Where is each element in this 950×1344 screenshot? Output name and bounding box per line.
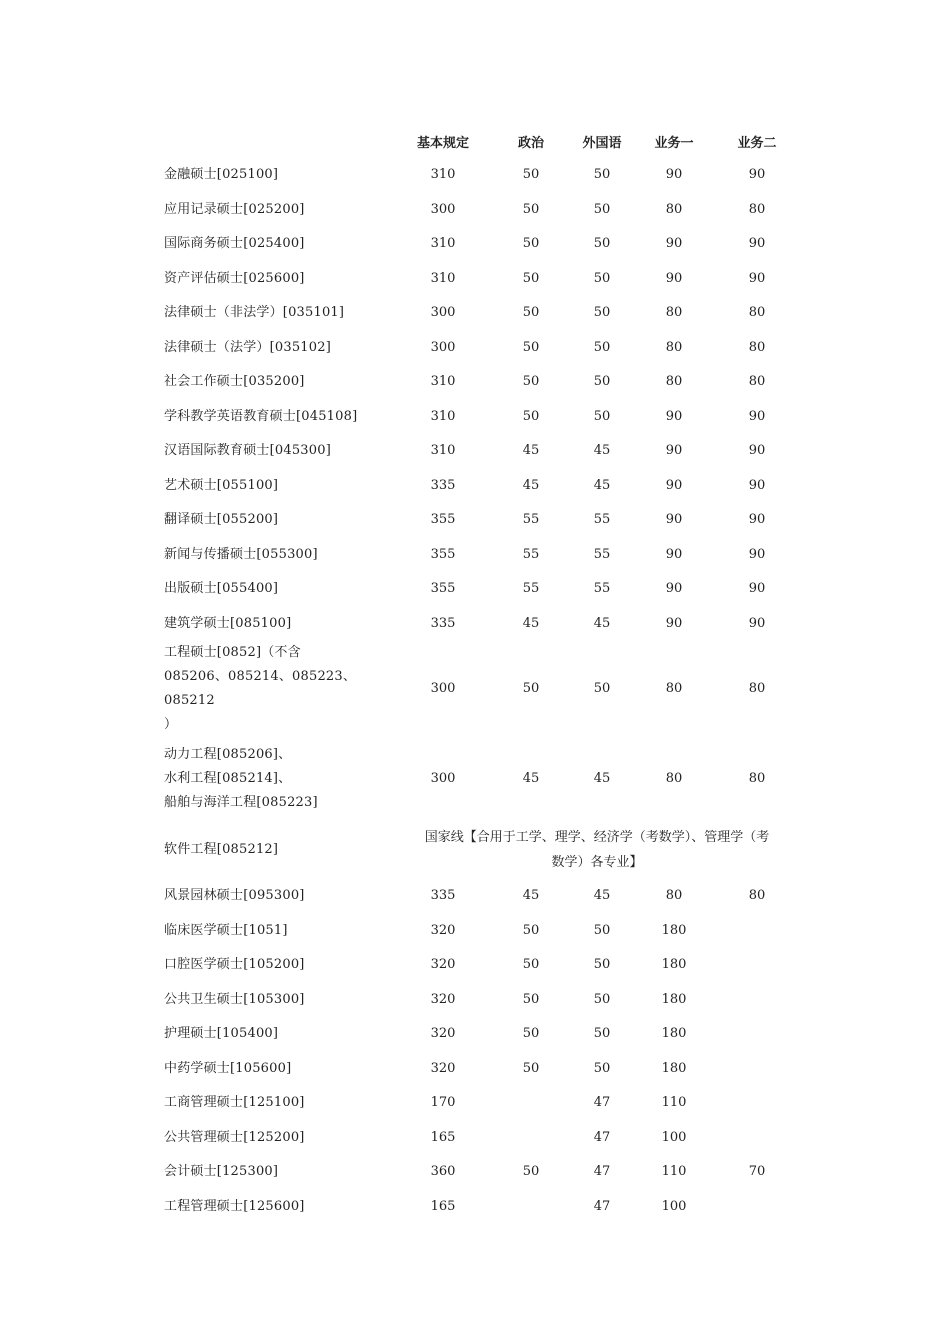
program-name: 金融硕士[025100] [164, 167, 279, 183]
program-name: 出版硕士[055400] [164, 581, 279, 597]
program-name: 应用记录硕士[025200] [164, 201, 305, 217]
table-row [158, 948, 798, 983]
table-row [158, 1017, 798, 1052]
language-score: 45 [593, 477, 611, 493]
subject1-score: 180 [661, 1060, 687, 1076]
program-name: 公共管理硕士[125200] [164, 1129, 305, 1145]
language-score: 55 [593, 581, 611, 597]
language-score: 50 [593, 201, 611, 217]
politics-score: 50 [522, 1026, 540, 1042]
table-row [158, 1086, 798, 1121]
subject2-score: 80 [748, 201, 766, 217]
base-score: 320 [430, 991, 456, 1007]
table-row [158, 538, 798, 573]
base-score: 320 [430, 1060, 456, 1076]
subject2-score: 80 [748, 305, 766, 321]
subject1-score: 80 [665, 339, 683, 355]
base-score: 310 [430, 270, 456, 286]
table-row [158, 296, 798, 331]
base-score: 310 [430, 443, 456, 459]
politics-score: 45 [522, 615, 540, 631]
subject2-score: 90 [748, 546, 766, 562]
base-score: 165 [430, 1198, 456, 1214]
subject2-score: 80 [748, 681, 766, 696]
base-score: 335 [430, 888, 456, 904]
subject2-score [716, 948, 798, 983]
politics-score: 45 [522, 477, 540, 493]
table-row [158, 434, 798, 469]
subject2-score: 90 [748, 512, 766, 528]
subject2-score: 90 [748, 581, 766, 597]
politics-score: 55 [522, 581, 540, 597]
subject1-score: 100 [661, 1198, 687, 1214]
program-name-line: 动力工程[085206]、 [164, 747, 292, 762]
subject1-score: 90 [665, 167, 683, 183]
program-name: 翻译硕士[055200] [164, 512, 279, 528]
subject2-score: 90 [748, 408, 766, 424]
language-score: 55 [593, 546, 611, 562]
header-politics: 政治 [517, 135, 544, 151]
politics-score: 50 [522, 681, 540, 696]
table-row-engineering [158, 641, 798, 737]
politics-score [490, 1190, 572, 1225]
subject2-score: 90 [748, 477, 766, 493]
table-row [158, 1052, 798, 1087]
politics-score: 50 [522, 201, 540, 217]
politics-score: 45 [522, 443, 540, 459]
language-score: 50 [593, 1026, 611, 1042]
language-score: 47 [593, 1095, 611, 1111]
base-score: 310 [430, 374, 456, 390]
base-score: 165 [430, 1129, 456, 1145]
table-row [158, 227, 798, 262]
header-program [158, 124, 396, 158]
program-name: 社会工作硕士[035200] [164, 374, 305, 390]
language-score: 50 [593, 374, 611, 390]
program-name: 工程管理硕士[125600] [164, 1198, 305, 1214]
header-language: 外国语 [582, 135, 622, 151]
politics-score: 50 [522, 957, 540, 973]
subject1-score: 80 [665, 681, 683, 696]
subject1-score: 90 [665, 512, 683, 528]
base-score: 300 [430, 339, 456, 355]
table-row [158, 400, 798, 435]
language-score: 50 [593, 408, 611, 424]
base-score: 355 [430, 546, 456, 562]
program-name: 临床医学硕士[1051] [164, 922, 288, 938]
subject1-score: 80 [665, 888, 683, 904]
table-row [158, 262, 798, 297]
language-score: 50 [593, 922, 611, 938]
program-name: 工商管理硕士[125100] [164, 1095, 305, 1111]
program-name-line: 水利工程[085214]、 [164, 771, 292, 786]
politics-score: 45 [522, 888, 540, 904]
table-row [158, 331, 798, 366]
subject2-score: 90 [748, 443, 766, 459]
base-score: 335 [430, 615, 456, 631]
politics-score: 50 [522, 305, 540, 321]
language-score: 47 [593, 1198, 611, 1214]
politics-score: 50 [522, 270, 540, 286]
program-name: 资产评估硕士[025600] [164, 270, 305, 286]
table-row [158, 503, 798, 538]
subject2-score [716, 1086, 798, 1121]
score-table [158, 124, 798, 1224]
politics-score: 55 [522, 546, 540, 562]
program-name-line: 工程硕士[0852]（不含 [164, 645, 301, 660]
program-name: 口腔医学硕士[105200] [164, 957, 305, 973]
politics-score: 50 [522, 991, 540, 1007]
subject1-score: 90 [665, 270, 683, 286]
language-score: 50 [593, 991, 611, 1007]
base-score: 310 [430, 408, 456, 424]
table-row [158, 193, 798, 228]
politics-score: 55 [522, 512, 540, 528]
subject1-score: 180 [661, 991, 687, 1007]
language-score: 45 [593, 888, 611, 904]
subject2-score: 90 [748, 270, 766, 286]
table-row [158, 572, 798, 607]
subject2-score: 90 [748, 236, 766, 252]
subject1-score: 90 [665, 477, 683, 493]
subject2-score: 80 [748, 888, 766, 904]
language-score: 50 [593, 1060, 611, 1076]
table-row [158, 365, 798, 400]
program-name: 中药学硕士[105600] [164, 1060, 292, 1076]
program-name: 会计硕士[125300] [164, 1164, 279, 1180]
table-row [158, 1121, 798, 1156]
politics-score [490, 1121, 572, 1156]
table-row [158, 607, 798, 642]
subject2-score: 90 [748, 615, 766, 631]
program-name: 汉语国际教育硕士[045300] [164, 443, 331, 459]
subject2-score: 80 [748, 771, 766, 786]
language-score: 45 [593, 771, 611, 786]
subject2-score [716, 1190, 798, 1225]
base-score: 300 [430, 305, 456, 321]
subject1-score: 80 [665, 374, 683, 390]
program-name: 风景园林硕士[095300] [164, 888, 305, 904]
language-score: 50 [593, 270, 611, 286]
politics-score: 50 [522, 922, 540, 938]
politics-score: 50 [522, 339, 540, 355]
table-body [158, 158, 798, 1224]
subject1-score: 100 [661, 1129, 687, 1145]
subject1-score: 110 [661, 1164, 687, 1180]
program-name [158, 737, 396, 821]
base-score: 170 [430, 1095, 456, 1111]
subject1-score: 90 [665, 546, 683, 562]
base-score: 355 [430, 512, 456, 528]
table-row [158, 879, 798, 914]
table-row-software-engineering [158, 821, 798, 879]
politics-score: 50 [522, 236, 540, 252]
politics-score: 45 [522, 771, 540, 786]
table-row [158, 1155, 798, 1190]
subject1-score: 90 [665, 581, 683, 597]
note-line: 数学）各专业】 [551, 855, 643, 870]
header-base: 基本规定 [416, 135, 469, 151]
subject2-score [716, 1017, 798, 1052]
subject1-score: 90 [665, 236, 683, 252]
base-score: 310 [430, 167, 456, 183]
program-name: 国际商务硕士[025400] [164, 236, 305, 252]
subject1-score: 110 [661, 1095, 687, 1111]
table-row [158, 914, 798, 949]
politics-score [490, 1086, 572, 1121]
base-score: 335 [430, 477, 456, 493]
base-score: 320 [430, 922, 456, 938]
subject1-score: 180 [661, 922, 687, 938]
language-score: 45 [593, 615, 611, 631]
header-subject2: 业务二 [737, 135, 777, 151]
program-name: 艺术硕士[055100] [164, 477, 279, 493]
language-score: 50 [593, 167, 611, 183]
subject1-score: 180 [661, 957, 687, 973]
program-name: 软件工程[085212] [164, 842, 279, 857]
subject2-score [716, 914, 798, 949]
language-score: 47 [593, 1129, 611, 1145]
language-score: 50 [593, 681, 611, 696]
program-name-line: ） [164, 717, 178, 732]
note-line: 国家线【合用于工学、理学、经济学（考数学）、管理学（考 [424, 830, 770, 845]
table-row [158, 983, 798, 1018]
program-name-line: 船舶与海洋工程[085223] [164, 795, 318, 810]
program-name: 建筑学硕士[085100] [164, 615, 292, 631]
politics-score: 50 [522, 374, 540, 390]
table-header-row [158, 124, 798, 158]
subject2-score [716, 1052, 798, 1087]
subject2-score: 70 [748, 1164, 766, 1180]
subject1-score: 80 [665, 201, 683, 217]
language-score: 50 [593, 236, 611, 252]
program-name: 新闻与传播硕士[055300] [164, 546, 318, 562]
program-name: 法律硕士（法学）[035102] [164, 339, 331, 355]
program-name [158, 641, 396, 737]
base-score: 300 [430, 771, 456, 786]
base-score: 300 [430, 201, 456, 217]
language-score: 55 [593, 512, 611, 528]
politics-score: 50 [522, 167, 540, 183]
base-score: 355 [430, 581, 456, 597]
subject1-score: 90 [665, 443, 683, 459]
table-row [158, 158, 798, 193]
program-name: 公共卫生硕士[105300] [164, 991, 305, 1007]
table-row-power-engineering [158, 737, 798, 821]
subject2-score [716, 1121, 798, 1156]
politics-score: 50 [522, 408, 540, 424]
subject1-score: 80 [665, 771, 683, 786]
program-name-line: 085206、085214、085223、085212 [164, 669, 357, 708]
subject2-score [716, 983, 798, 1018]
subject1-score: 90 [665, 408, 683, 424]
program-name: 学科教学英语教育硕士[045108] [164, 408, 358, 424]
base-score: 360 [430, 1164, 456, 1180]
national-line-note [396, 821, 798, 879]
politics-score: 50 [522, 1164, 540, 1180]
language-score: 50 [593, 305, 611, 321]
subject1-score: 180 [661, 1026, 687, 1042]
table-row [158, 1190, 798, 1225]
language-score: 45 [593, 443, 611, 459]
base-score: 310 [430, 236, 456, 252]
language-score: 47 [593, 1164, 611, 1180]
base-score: 320 [430, 957, 456, 973]
subject2-score: 80 [748, 374, 766, 390]
subject2-score: 90 [748, 167, 766, 183]
program-name: 护理硕士[105400] [164, 1026, 279, 1042]
subject2-score: 80 [748, 339, 766, 355]
base-score: 320 [430, 1026, 456, 1042]
subject1-score: 90 [665, 615, 683, 631]
header-subject1: 业务一 [654, 135, 694, 151]
language-score: 50 [593, 957, 611, 973]
language-score: 50 [593, 339, 611, 355]
base-score: 300 [430, 681, 456, 696]
politics-score: 50 [522, 1060, 540, 1076]
table-row [158, 469, 798, 504]
program-name: 法律硕士（非法学）[035101] [164, 305, 345, 321]
subject1-score: 80 [665, 305, 683, 321]
